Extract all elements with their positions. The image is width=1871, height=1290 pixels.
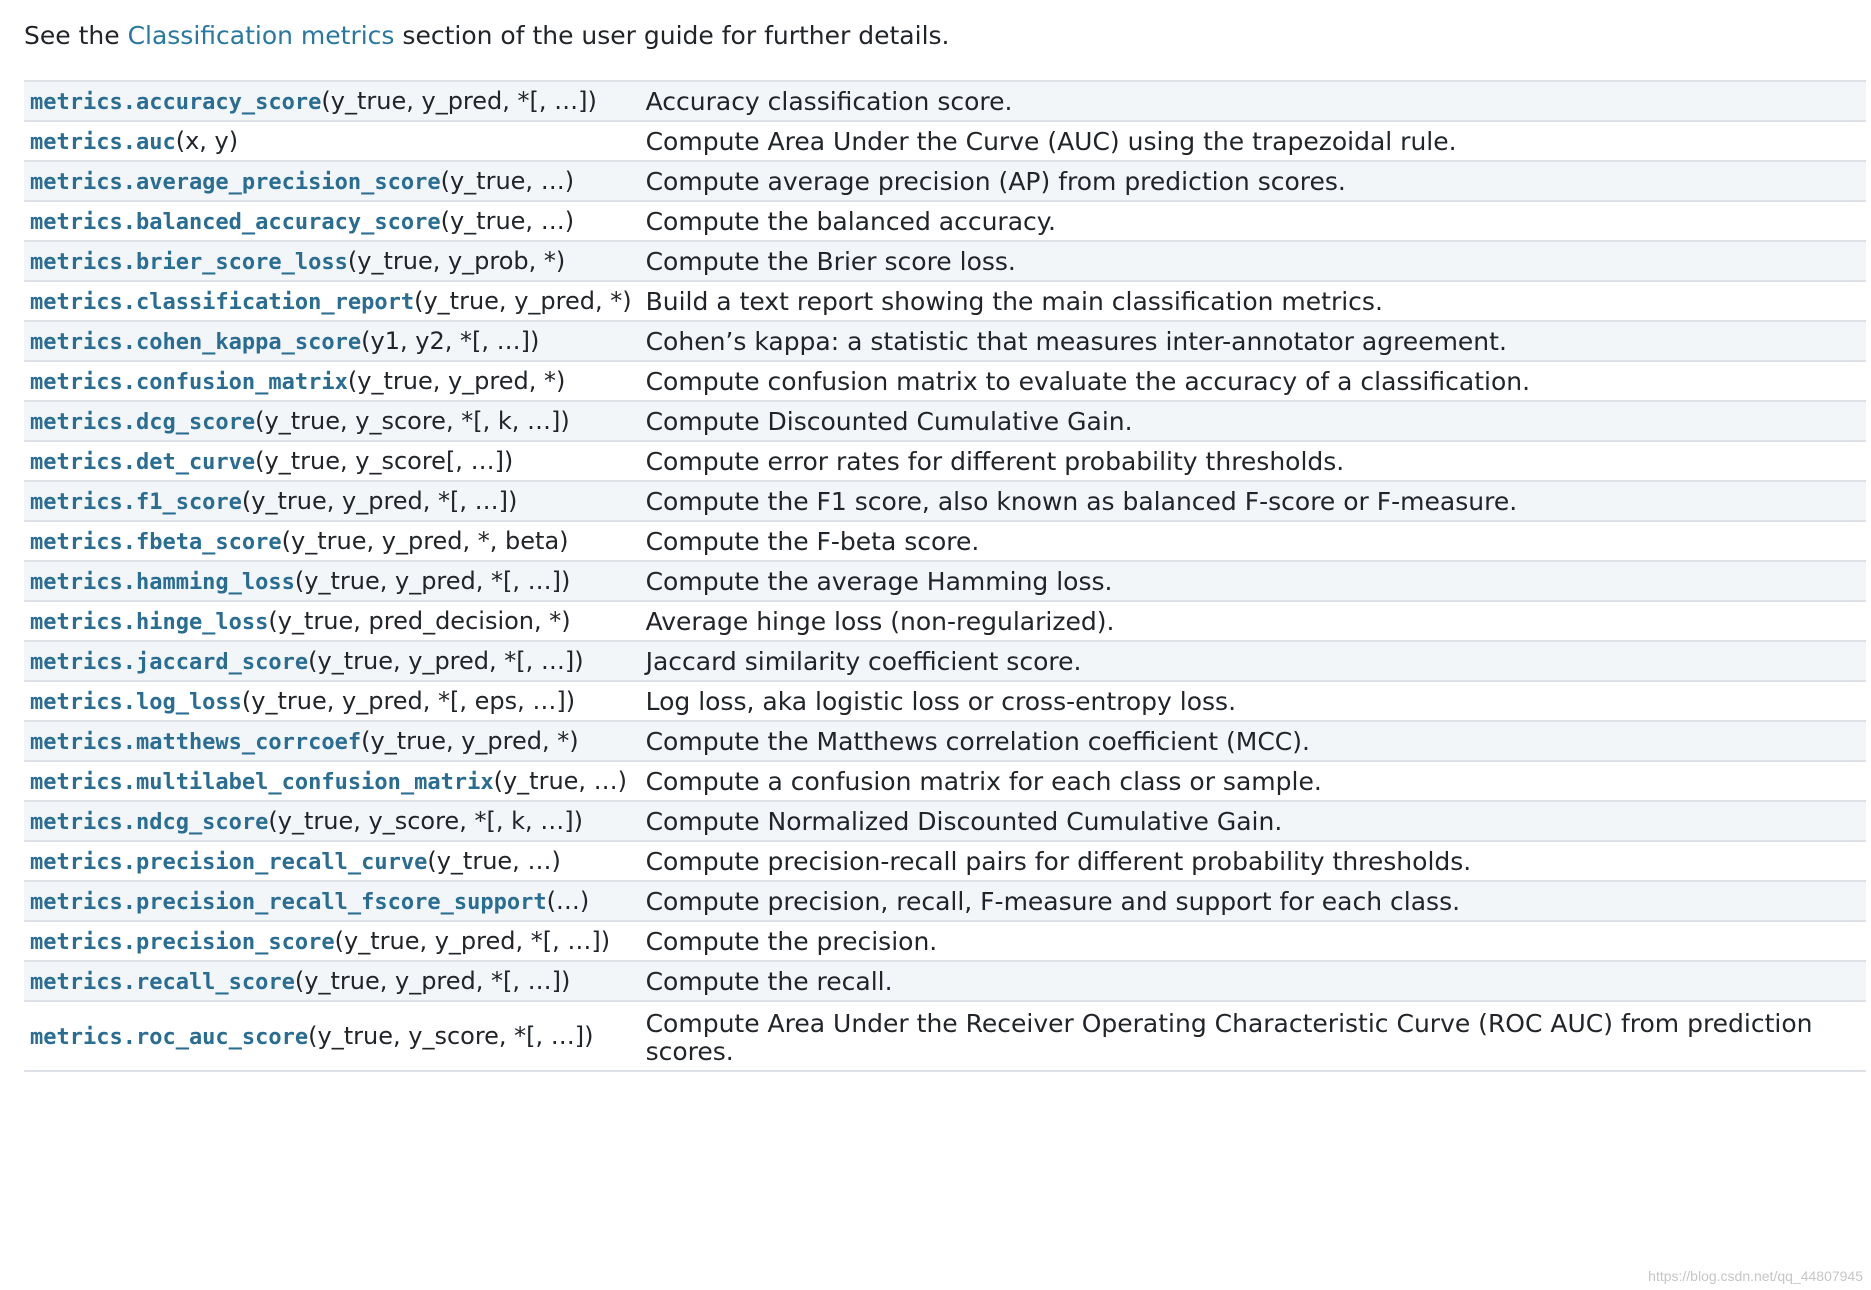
table-row (24, 321, 1866, 361)
function-args: (y_true, y_prob, *) (347, 247, 566, 275)
function-description: Compute the Brier score loss. (645, 246, 1016, 276)
function-description: Compute confusion matrix to evaluate the accuracy of a classification. (645, 366, 1531, 396)
function-link[interactable]: metrics.roc_auc_score (30, 1025, 309, 1050)
function-args: (y_true, …) (427, 847, 561, 875)
function-description: Compute the average Hamming loss. (645, 566, 1113, 596)
table-row (24, 161, 1866, 201)
function-link[interactable]: metrics.log_loss (30, 690, 242, 715)
function-args: (y_true, y_pred, *[, …]) (241, 487, 518, 515)
function-description: Cohen’s kappa: a statistic that measures inter-annotator agreement. (645, 326, 1507, 356)
function-signature-cell (24, 881, 638, 921)
function-link[interactable]: metrics.f1_score (30, 490, 242, 515)
function-description: Compute Normalized Discounted Cumulative Gain. (645, 806, 1283, 836)
table-row (24, 641, 1866, 681)
function-signature-cell (24, 961, 638, 1001)
table-row (24, 681, 1866, 721)
function-signature-cell (24, 721, 638, 761)
function-link[interactable]: metrics.multilabel_confusion_matrix (30, 770, 494, 795)
function-description: Compute the precision. (645, 926, 938, 956)
table-row (24, 761, 1866, 801)
table-row (24, 441, 1866, 481)
function-args: (y_true, y_pred, *[, eps, …]) (241, 687, 576, 715)
table-row (24, 801, 1866, 841)
function-description: Compute the F1 score, also known as balanced F-score or F-measure. (645, 486, 1518, 516)
function-description: Compute precision, recall, F-measure and support for each class. (645, 886, 1461, 916)
function-link[interactable]: metrics.fbeta_score (30, 530, 282, 555)
function-link[interactable]: metrics.brier_score_loss (30, 250, 348, 275)
function-signature-cell (24, 281, 638, 321)
function-link[interactable]: metrics.cohen_kappa_score (30, 330, 362, 355)
function-description: Compute the recall. (645, 966, 893, 996)
function-args: (y_true, …) (440, 167, 575, 195)
function-description: Log loss, aka logistic loss or cross-entropy loss. (645, 686, 1237, 716)
function-signature-cell (24, 761, 638, 801)
function-args: (x, y) (175, 127, 239, 155)
function-description: Average hinge loss (non-regularized). (645, 606, 1115, 636)
classification-metrics-link[interactable]: Classification metrics (127, 21, 395, 50)
function-signature-cell (24, 361, 638, 401)
function-args: (y_true, y_score, *[, …]) (308, 1022, 594, 1050)
function-link[interactable]: metrics.det_curve (30, 450, 256, 475)
table-row (24, 481, 1866, 521)
intro-text (24, 18, 950, 54)
table-row (24, 201, 1866, 241)
function-description: Accuracy classification score. (645, 86, 1013, 116)
table-row (24, 121, 1866, 161)
function-link[interactable]: metrics.confusion_matrix (30, 370, 348, 395)
function-description: Build a text report showing the main classification metrics. (645, 286, 1383, 316)
function-description: Compute Area Under the Curve (AUC) using the trapezoidal rule. (645, 126, 1457, 156)
function-link[interactable]: metrics.dcg_score (30, 410, 256, 435)
function-signature-cell (24, 641, 638, 681)
table-row (24, 361, 1866, 401)
function-description: Compute Area Under the Receiver Operating Characteristic Curve (ROC AUC) from prediction scores. (645, 1009, 1813, 1066)
function-link[interactable]: metrics.balanced_accuracy_score (30, 210, 441, 235)
function-link[interactable]: metrics.accuracy_score (30, 90, 322, 115)
function-link[interactable]: metrics.recall_score (30, 970, 295, 995)
function-signature-cell (24, 801, 638, 841)
function-link[interactable]: metrics.precision_score (30, 930, 335, 955)
function-args: (y_true, y_pred, *) (361, 727, 579, 755)
function-description: Compute the F-beta score. (645, 526, 980, 556)
function-signature-cell (24, 1001, 638, 1071)
function-signature-cell (24, 921, 638, 961)
function-args: (y_true, y_score, *[, k, …]) (268, 807, 583, 835)
function-description: Jaccard similarity coefficient score. (645, 646, 1082, 676)
function-link[interactable]: metrics.precision_recall_fscore_support (30, 890, 547, 915)
function-link[interactable]: metrics.hamming_loss (30, 570, 295, 595)
function-link[interactable]: metrics.jaccard_score (30, 650, 309, 675)
function-signature-cell (24, 321, 638, 361)
table-row (24, 961, 1866, 1001)
function-args: (y_true, y_pred, *[, …]) (308, 647, 584, 675)
function-signature-cell (24, 201, 638, 241)
function-signature-cell (24, 601, 638, 641)
function-args: (y_true, y_pred, *, beta) (281, 527, 569, 555)
function-args: (y_true, …) (493, 767, 628, 795)
function-args: (y_true, pred_decision, *) (268, 607, 571, 635)
table-row (24, 881, 1866, 921)
function-signature-cell (24, 441, 638, 481)
table-row (24, 281, 1866, 321)
function-link[interactable]: metrics.auc (30, 130, 176, 155)
function-args: (y_true, …) (440, 207, 575, 235)
table-row (24, 841, 1866, 881)
function-signature-cell (24, 841, 638, 881)
function-args: (y_true, y_pred, *[, …]) (321, 87, 597, 115)
function-args: (y_true, y_pred, *[, …]) (294, 967, 571, 995)
metrics-api-table (24, 80, 1866, 1072)
function-signature-cell (24, 681, 638, 721)
function-args: (y_true, y_score[, …]) (255, 447, 514, 475)
function-signature-cell (24, 561, 638, 601)
table-row (24, 1001, 1866, 1071)
function-description: Compute error rates for different probability thresholds. (645, 446, 1345, 476)
function-link[interactable]: metrics.average_precision_score (30, 170, 441, 195)
table-row (24, 601, 1866, 641)
function-signature-cell (24, 81, 638, 121)
function-args: (…) (546, 887, 590, 915)
table-row (24, 521, 1866, 561)
function-link[interactable]: metrics.classification_report (30, 290, 415, 315)
function-link[interactable]: metrics.precision_recall_curve (30, 850, 428, 875)
table-row (24, 921, 1866, 961)
function-args: (y_true, y_pred, *[, …]) (334, 927, 611, 955)
function-signature-cell (24, 161, 638, 201)
function-description: Compute a confusion matrix for each class or sample. (645, 766, 1322, 796)
table-row (24, 241, 1866, 281)
function-link[interactable]: metrics.matthews_corrcoef (30, 730, 362, 755)
function-signature-cell (24, 401, 638, 441)
function-link[interactable]: metrics.hinge_loss (30, 610, 269, 635)
table-row (24, 401, 1866, 441)
table-row (24, 721, 1866, 761)
function-args: (y_true, y_score, *[, k, …]) (255, 407, 570, 435)
table-row (24, 561, 1866, 601)
function-args: (y1, y2, *[, …]) (361, 327, 540, 355)
function-signature-cell (24, 521, 638, 561)
watermark: https://blog.csdn.net/qq_44807945 (1648, 1268, 1863, 1284)
intro-before: See the (24, 21, 128, 50)
function-description: Compute precision-recall pairs for different probability thresholds. (645, 846, 1472, 876)
function-args: (y_true, y_pred, *) (414, 287, 632, 315)
function-description: Compute the balanced accuracy. (645, 206, 1056, 236)
function-description: Compute average precision (AP) from prediction scores. (645, 166, 1346, 196)
function-signature-cell (24, 121, 638, 161)
table-row (24, 81, 1866, 121)
function-description: Compute Discounted Cumulative Gain. (645, 406, 1133, 436)
function-args: (y_true, y_pred, *) (347, 367, 566, 395)
function-args: (y_true, y_pred, *[, …]) (294, 567, 571, 595)
function-link[interactable]: metrics.ndcg_score (30, 810, 269, 835)
function-signature-cell (24, 241, 638, 281)
intro-after: section of the user guide for further details. (394, 21, 950, 50)
function-signature-cell (24, 481, 638, 521)
function-description: Compute the Matthews correlation coefficient (MCC). (645, 726, 1310, 756)
